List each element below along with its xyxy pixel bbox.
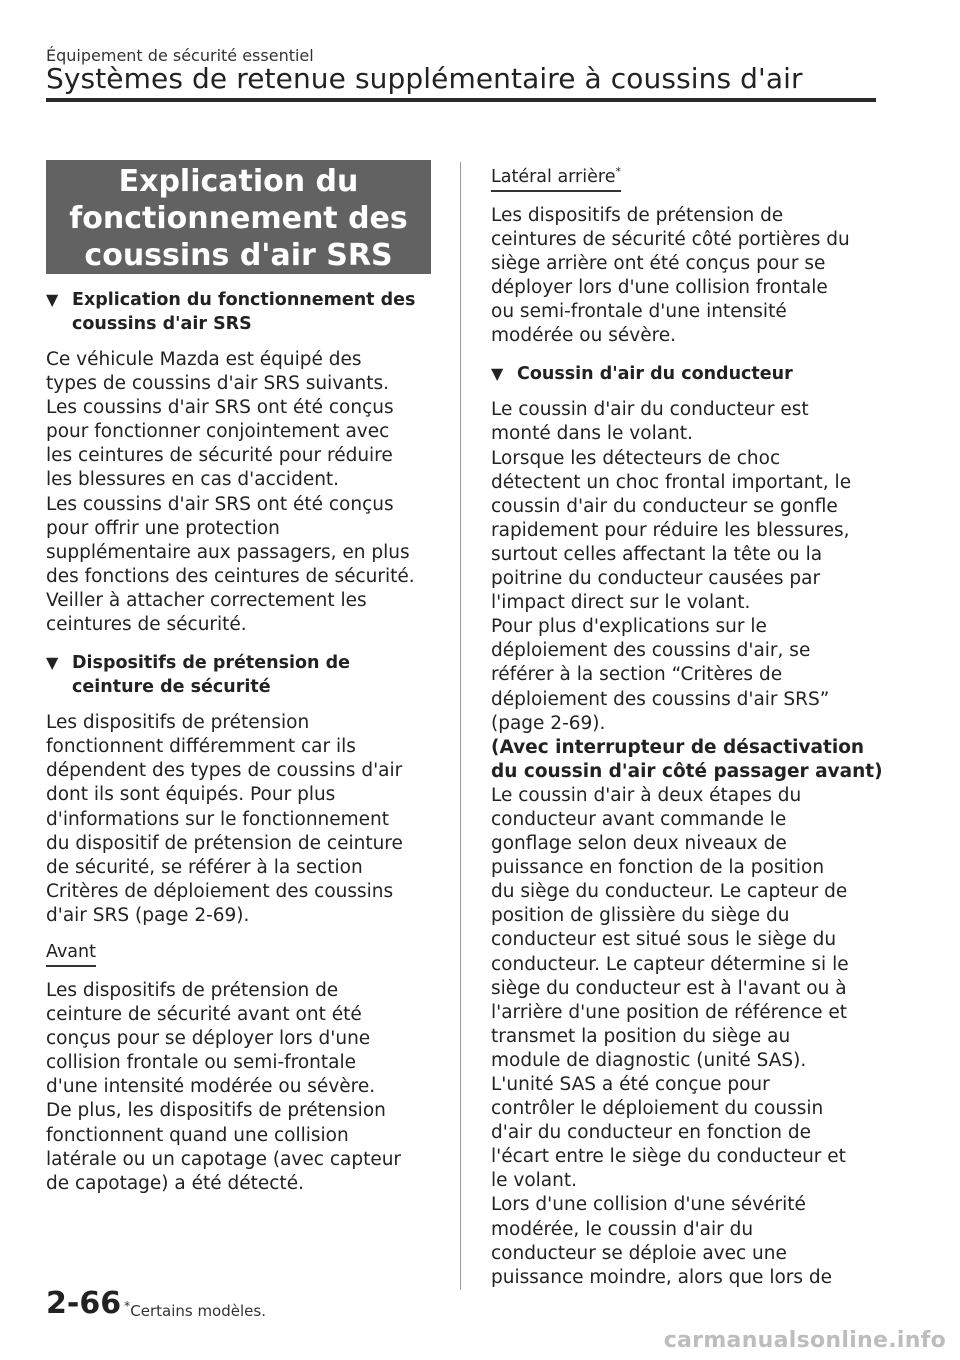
text-line: le volant. [491, 1170, 578, 1192]
text-line: conducteur. Le capteur détermine si le [491, 953, 849, 975]
text-line: collision frontale ou semi-frontale [46, 1052, 357, 1074]
text-line: poitrine du conducteur causées par [491, 568, 821, 590]
heading-line: Explication du fonctionnement des [72, 290, 416, 310]
section-title-box [46, 160, 431, 274]
text-line: Lors d'une collision d'une sévérité [491, 1194, 806, 1216]
subsection-heading-pretensioners [46, 651, 436, 699]
text-line: déployer lors d'une collision frontale [491, 277, 828, 299]
text-line: Les dispositifs de prétension de [46, 979, 339, 1001]
text-line: ceintures de sécurité. [46, 614, 247, 636]
text-line: L'unité SAS a été conçue pour [491, 1074, 770, 1096]
subheading-lateral-arriere [491, 160, 621, 192]
text-line: de sécurité, se référer à la section [46, 856, 363, 878]
text-line: du siège du conducteur. Le capteur de [491, 881, 848, 903]
bold-text-line: (Avec interrupteur de désactivation [491, 736, 865, 758]
header-section-label: Équipement de sécurité essentiel [46, 46, 314, 65]
text-line: transmet la position du siège au [491, 1025, 791, 1047]
text-line: Les dispositifs de prétension [46, 712, 310, 734]
triangle-down-icon: ▼ [491, 364, 504, 384]
text-line: de capotage) a été détecté. [46, 1172, 304, 1194]
paragraph-avant [46, 979, 436, 1196]
text-line: Critères de déploiement des coussins [46, 880, 394, 902]
text-line: les ceintures de sécurité pour réduire [46, 445, 393, 467]
text-line: De plus, les dispositifs de prétension [46, 1100, 386, 1122]
text-line: Lorsque les détecteurs de choc [491, 447, 781, 469]
text-line: d'informations sur le fonctionnement [46, 808, 390, 830]
text-line: détectent un choc frontal important, le [491, 471, 852, 493]
text-line: conducteur est situé sous le siège du [491, 929, 837, 951]
heading-line: Dispositifs de prétension de [72, 653, 350, 674]
text-line: conçus pour se déployer lors d'une [46, 1028, 371, 1050]
text-line: Ce véhicule Mazda est équipé des [46, 349, 362, 370]
footnote-asterisk: * [615, 165, 621, 178]
text-line: l'arrière d'une position de référence et [491, 1001, 847, 1023]
text-line: pour offrir une protection [46, 517, 280, 539]
triangle-down-icon: ▼ [46, 653, 59, 673]
text-line: d'une intensité modérée ou sévère. [46, 1076, 376, 1098]
text-line: pour fonctionner conjointement avec [46, 421, 390, 443]
text-line: fonctionnent différemment car ils [46, 736, 356, 758]
text-line: monté dans le volant. [491, 423, 693, 445]
text-line: modérée ou sévère. [491, 325, 677, 347]
text-line: l'impact direct sur le volant. [491, 592, 751, 614]
text-line: les blessures en cas d'accident. [46, 469, 340, 491]
text-line: gonflage selon deux niveaux de [491, 833, 787, 855]
footnote-text: Certains modèles. [130, 1302, 266, 1320]
text-line: modérée, le coussin d'air du [491, 1218, 754, 1240]
section-title-line: fonctionnement des [69, 201, 408, 236]
subsection-heading-srs [46, 288, 436, 336]
text-line: dont ils sont équipés. Pour plus [46, 784, 336, 806]
bold-text-line: du coussin d'air côté passager avant) [491, 760, 883, 782]
text-line: Veiller à attacher correctement les [46, 589, 367, 611]
text-line: ou semi-frontale d'une intensité [491, 301, 787, 323]
text-line: supplémentaire aux passagers, en plus [46, 541, 410, 563]
text-line: dépendent des types de coussins d'air [46, 760, 403, 782]
text-line: coussin d'air du conducteur se gonfle [491, 495, 838, 517]
text-line: (page 2-69). [491, 712, 606, 734]
text-line: Les coussins d'air SRS ont été conçus [46, 397, 394, 419]
page-title: Systèmes de retenue supplémentaire à coussins d'air [46, 62, 803, 95]
text-line: conducteur avant commande le [491, 808, 787, 830]
text-line: Les coussins d'air SRS ont été conçus [46, 493, 394, 515]
heading-line: Coussin d'air du conducteur [517, 364, 793, 385]
text-line: contrôler le déploiement du coussin [491, 1098, 824, 1120]
page-number: 2-66 [46, 1286, 122, 1321]
text-line: puissance moindre, alors que lors de [491, 1266, 833, 1288]
text-line: Le coussin d'air du conducteur est [491, 399, 809, 421]
text-line: position de glissière du siège du [491, 905, 790, 927]
header-rule [46, 98, 876, 102]
text-line: d'air SRS (page 2-69). [46, 904, 250, 926]
text-line: référer à la section “Critères de [491, 664, 783, 686]
text-line: Le coussin d'air à deux étapes du [491, 784, 802, 806]
text-line: siège arrière ont été conçus pour se [491, 253, 826, 275]
subheading-text: Latéral arrière [491, 166, 616, 187]
text-line: types de coussins d'air SRS suivants. [46, 373, 390, 395]
column-divider [460, 162, 461, 1290]
paragraph-pretensioners [46, 711, 436, 928]
text-line: puissance en fonction de la position [491, 857, 825, 879]
triangle-down-icon: ▼ [46, 290, 59, 309]
footnote-asterisk: * [124, 1298, 131, 1313]
right-column [491, 160, 881, 1290]
text-line: rapidement pour réduire les blessures, [491, 519, 850, 541]
left-column [46, 160, 436, 1196]
heading-line: coussins d'air SRS [72, 314, 252, 334]
subsection-heading-driver-airbag [491, 362, 881, 386]
text-line: Pour plus d'explications sur le [491, 616, 767, 638]
text-line: l'écart entre le siège du conducteur et [491, 1146, 846, 1168]
text-line: Les dispositifs de prétension de [491, 204, 784, 226]
text-line: déploiement des coussins d'air SRS” [491, 688, 830, 710]
text-line: du dispositif de prétension de ceinture [46, 832, 403, 854]
text-line: module de diagnostic (unité SAS). [491, 1049, 807, 1071]
section-title-line: Explication du [118, 164, 359, 199]
text-line: d'air du conducteur en fonction de [491, 1122, 812, 1144]
paragraph-srs [46, 348, 436, 637]
text-line: déploiement des coussins d'air, se [491, 640, 811, 662]
section-title-line: coussins d'air SRS [84, 238, 393, 273]
text-line: latérale ou un capotage (avec capteur [46, 1148, 402, 1170]
footnote [124, 1298, 266, 1320]
text-line: ceinture de sécurité avant ont été [46, 1004, 362, 1026]
paragraph-lateral-arriere [491, 204, 881, 349]
text-line: siège du conducteur est à l'avant ou à [491, 977, 847, 999]
text-line: conducteur se déploie avec une [491, 1242, 787, 1264]
text-line: des fonctions des ceintures de sécurité. [46, 565, 415, 587]
text-line: surtout celles affectant la tête ou la [491, 543, 823, 565]
heading-line: ceinture de sécurité [72, 677, 271, 698]
subheading-avant: Avant [46, 940, 96, 967]
paragraph-driver-airbag [491, 398, 881, 1289]
text-line: ceintures de sécurité côté portières du [491, 228, 850, 250]
text-line: fonctionnent quand une collision [46, 1124, 349, 1146]
watermark: carmanualsonline.info [663, 1328, 946, 1353]
